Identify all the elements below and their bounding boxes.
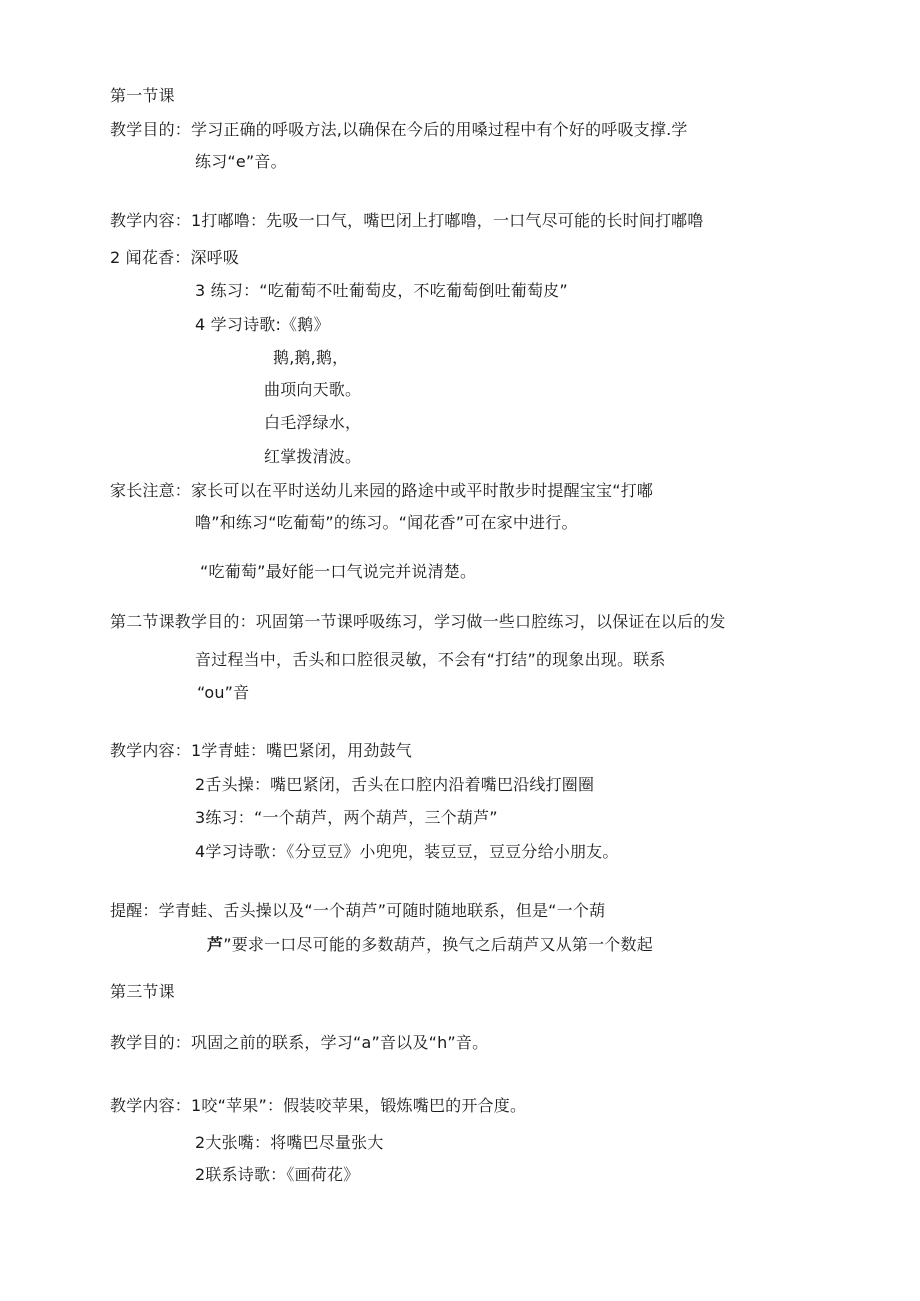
lesson1-objective-line1: 教学目的：学习正确的呼吸方法,以确保在今后的用嗓过程中有个好的呼吸支撑.学 bbox=[110, 120, 688, 139]
lesson2-content-line1: 教学内容：1学青蛙：嘴巴紧闭，用劲鼓气 bbox=[110, 741, 412, 760]
lesson2-objective-line1: 第二节课教学目的：巩固第一节课呼吸练习，学习做一些口腔练习，以保证在以后的发 bbox=[110, 612, 726, 631]
lesson1-parent-note-line3: “吃葡萄”最好能一口气说完并说清楚。 bbox=[200, 562, 477, 581]
lesson2-reminder-line2 bbox=[207, 935, 653, 955]
lesson3-content-line1: 教学内容：1咬“苹果”：假装咬苹果，锻炼嘴巴的开合度。 bbox=[110, 1096, 527, 1115]
lesson1-content-item2: 2 闻花香：深呼吸 bbox=[110, 248, 240, 267]
lesson1-content-line1: 教学内容：1打嘟噜：先吸一口气，嘴巴闭上打嘟噜，一口气尽可能的长时间打嘟噜 bbox=[110, 211, 704, 230]
poem-line: 红掌拨清波。 bbox=[264, 447, 362, 466]
reminder-bold-char: 芦 bbox=[207, 935, 224, 954]
lesson1-parent-note-line2: 噜”和练习“吃葡萄”的练习。“闻花香”可在家中进行。 bbox=[195, 513, 578, 532]
lesson2-objective-line2: 音过程当中，舌头和口腔很灵敏，不会有“打结”的现象出现。联系 bbox=[195, 650, 666, 669]
lesson2-objective-line3: “ou”音 bbox=[197, 683, 250, 702]
lesson2-reminder-line1: 提醒：学青蛙、舌头操以及“一个葫芦”可随时随地联系，但是“一个葫 bbox=[110, 901, 606, 920]
lesson3-content-item3: 2联系诗歌：《画荷花》 bbox=[195, 1165, 360, 1184]
poem-line: 曲项向天歌。 bbox=[264, 380, 362, 399]
poem-line: 鹅,鹅,鹅， bbox=[273, 348, 349, 367]
lesson1-content-item4: 4 学习诗歌:《鹅》 bbox=[195, 315, 330, 334]
lesson2-content-item3: 3练习：“一个葫芦，两个葫芦，三个葫芦” bbox=[195, 808, 498, 827]
lesson1-objective-line2: 练习“e”音。 bbox=[195, 152, 287, 171]
lesson2-content-item2: 2舌头操：嘴巴紧闭，舌头在口腔内沿着嘴巴沿线打圈圈 bbox=[195, 775, 595, 794]
lesson1-content-item3: 3 练习：“吃葡萄不吐葡萄皮，不吃葡萄倒吐葡萄皮” bbox=[195, 281, 568, 300]
lesson1-title: 第一节课 bbox=[110, 86, 175, 105]
lesson3-title: 第三节课 bbox=[110, 982, 175, 1001]
poem-line: 白毛浮绿水， bbox=[264, 413, 362, 432]
lesson3-objective-line1: 教学目的：巩固之前的联系，学习“a”音以及“h”音。 bbox=[110, 1033, 489, 1052]
lesson2-content-item4: 4学习诗歌：《分豆豆》小兜兜，装豆豆，豆豆分给小朋友。 bbox=[195, 842, 619, 861]
lesson1-parent-note-line1: 家长注意：家长可以在平时送幼儿来园的路途中或平时散步时提醒宝宝“打嘟 bbox=[110, 481, 654, 500]
reminder-rest: ”要求一口尽可能的多数葫芦，换气之后葫芦又从第一个数起 bbox=[223, 935, 653, 954]
lesson3-content-item2: 2大张嘴：将嘴巴尽量张大 bbox=[195, 1133, 384, 1152]
